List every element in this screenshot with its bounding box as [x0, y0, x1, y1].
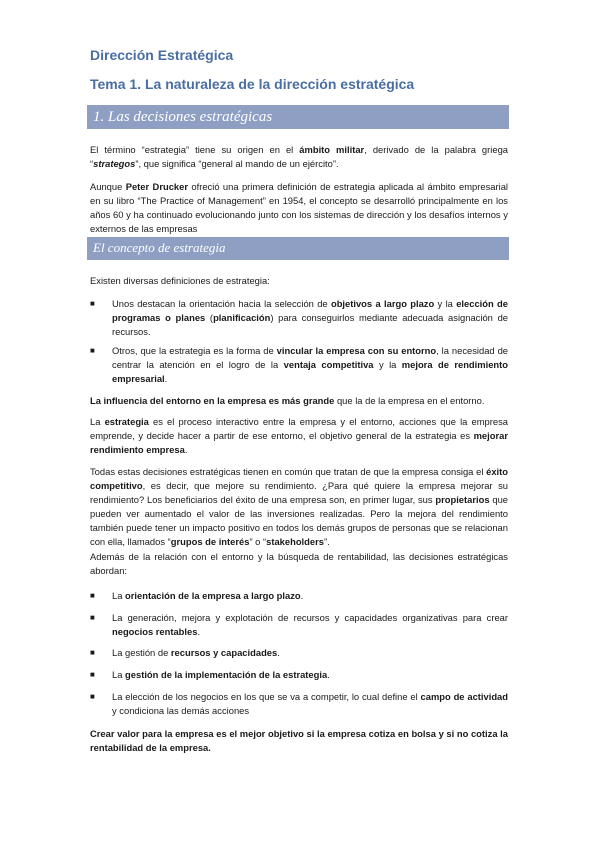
bullet-icon: ■ [90, 648, 95, 657]
paragraph-drucker: Aunque Peter Drucker ofreció una primera definición de estrategia aplicada al ámbito empresarial en su libro “The Practice of Management” en 1954, el concepto se desarrolló principalmente en los años 60 y ha continuado evolucionando junto con los sistemas de dirección y los desafíos internos y externos de las empresas [90, 181, 508, 234]
list-item [90, 690, 508, 718]
paragraph-conclusion: Crear valor para la empresa es el mejor objetivo si la empresa cotiza en bolsa y si no cotiza la rentabilidad de la empresa. [90, 728, 508, 753]
paragraph-origin: El término “estrategia” tiene su origen en el ámbito militar, derivado de la palabra griega “strategos”, que significa “general al mando de un ejército”. [90, 144, 508, 169]
subsection-heading: El concepto de estrategia [87, 237, 509, 260]
paragraph-influence: La influencia del entorno en la empresa es más grande que la de la empresa en el entorno. [90, 395, 485, 406]
list-item-text: Otros, que la estrategia es la forma de vincular la empresa con su entorno, la necesidad de centrar la atención en el logro de la ventaja competitiva y la mejora de rendimiento empresarial. [112, 345, 508, 384]
paragraph-definitions-intro: Existen diversas definiciones de estrategia: [90, 275, 270, 286]
bullet-icon: ■ [90, 591, 95, 600]
list-item [90, 668, 508, 682]
list-item [90, 646, 508, 660]
list-item-text: La elección de los negocios en los que se va a competir, lo cual define el campo de actividad y condiciona las demás acciones [112, 691, 508, 716]
list-item [90, 611, 508, 639]
bullet-icon: ■ [90, 346, 95, 355]
list-item [90, 344, 508, 386]
paragraph-competitive-success: Todas estas decisiones estratégicas tienen en común que tratan de que la empresa consiga el éxito competitivo, es decir, que mejore su rendimiento. ¿Para qué quiere la empresa mejorar su rendimiento? Los beneficiarios del éxito de una empresa son, en primer lugar, sus propietarios que pueden ver aumentado el valor de las inversiones realizadas. Pero la mejora del rendimiento también puede tener un impacto positivo en todos los demás grupos de personas que se relacionan con ella, llamados “grupos de interés” o “stakeholders”. [90, 466, 508, 547]
paragraph-strategic-topics-intro: Además de la relación con el entorno y la búsqueda de rentabilidad, las decisiones estratégicas abordan: [90, 551, 508, 576]
bullet-icon: ■ [90, 670, 95, 679]
topic-title: Tema 1. La naturaleza de la dirección estratégica [90, 76, 415, 92]
list-item [90, 297, 508, 339]
course-title: Dirección Estratégica [90, 47, 234, 63]
list-item-text: La gestión de recursos y capacidades. [112, 647, 280, 658]
list-item-text: La generación, mejora y explotación de recursos y capacidades organizativas para crear negocios rentables. [112, 612, 508, 637]
list-item-text: La orientación de la empresa a largo plazo. [112, 590, 304, 601]
section-heading: 1. Las decisiones estratégicas [87, 105, 509, 129]
list-item [90, 589, 508, 603]
paragraph-strategy-definition: La estrategia es el proceso interactivo entre la empresa y el entorno, acciones que la empresa emprende, y decide hacer a partir de ese entorno, el objetivo general de la estrategia es mejorar rendimiento empresa. [90, 416, 508, 455]
bullet-icon: ■ [90, 299, 95, 308]
bullet-icon: ■ [90, 613, 95, 622]
list-item-text: Unos destacan la orientación hacia la selección de objetivos a largo plazo y la elección de programas o planes (planificación) para conseguirlos mediante adecuada asignación de recursos. [112, 298, 508, 337]
bullet-icon: ■ [90, 692, 95, 701]
list-item-text: La gestión de la implementación de la estrategia. [112, 669, 330, 680]
